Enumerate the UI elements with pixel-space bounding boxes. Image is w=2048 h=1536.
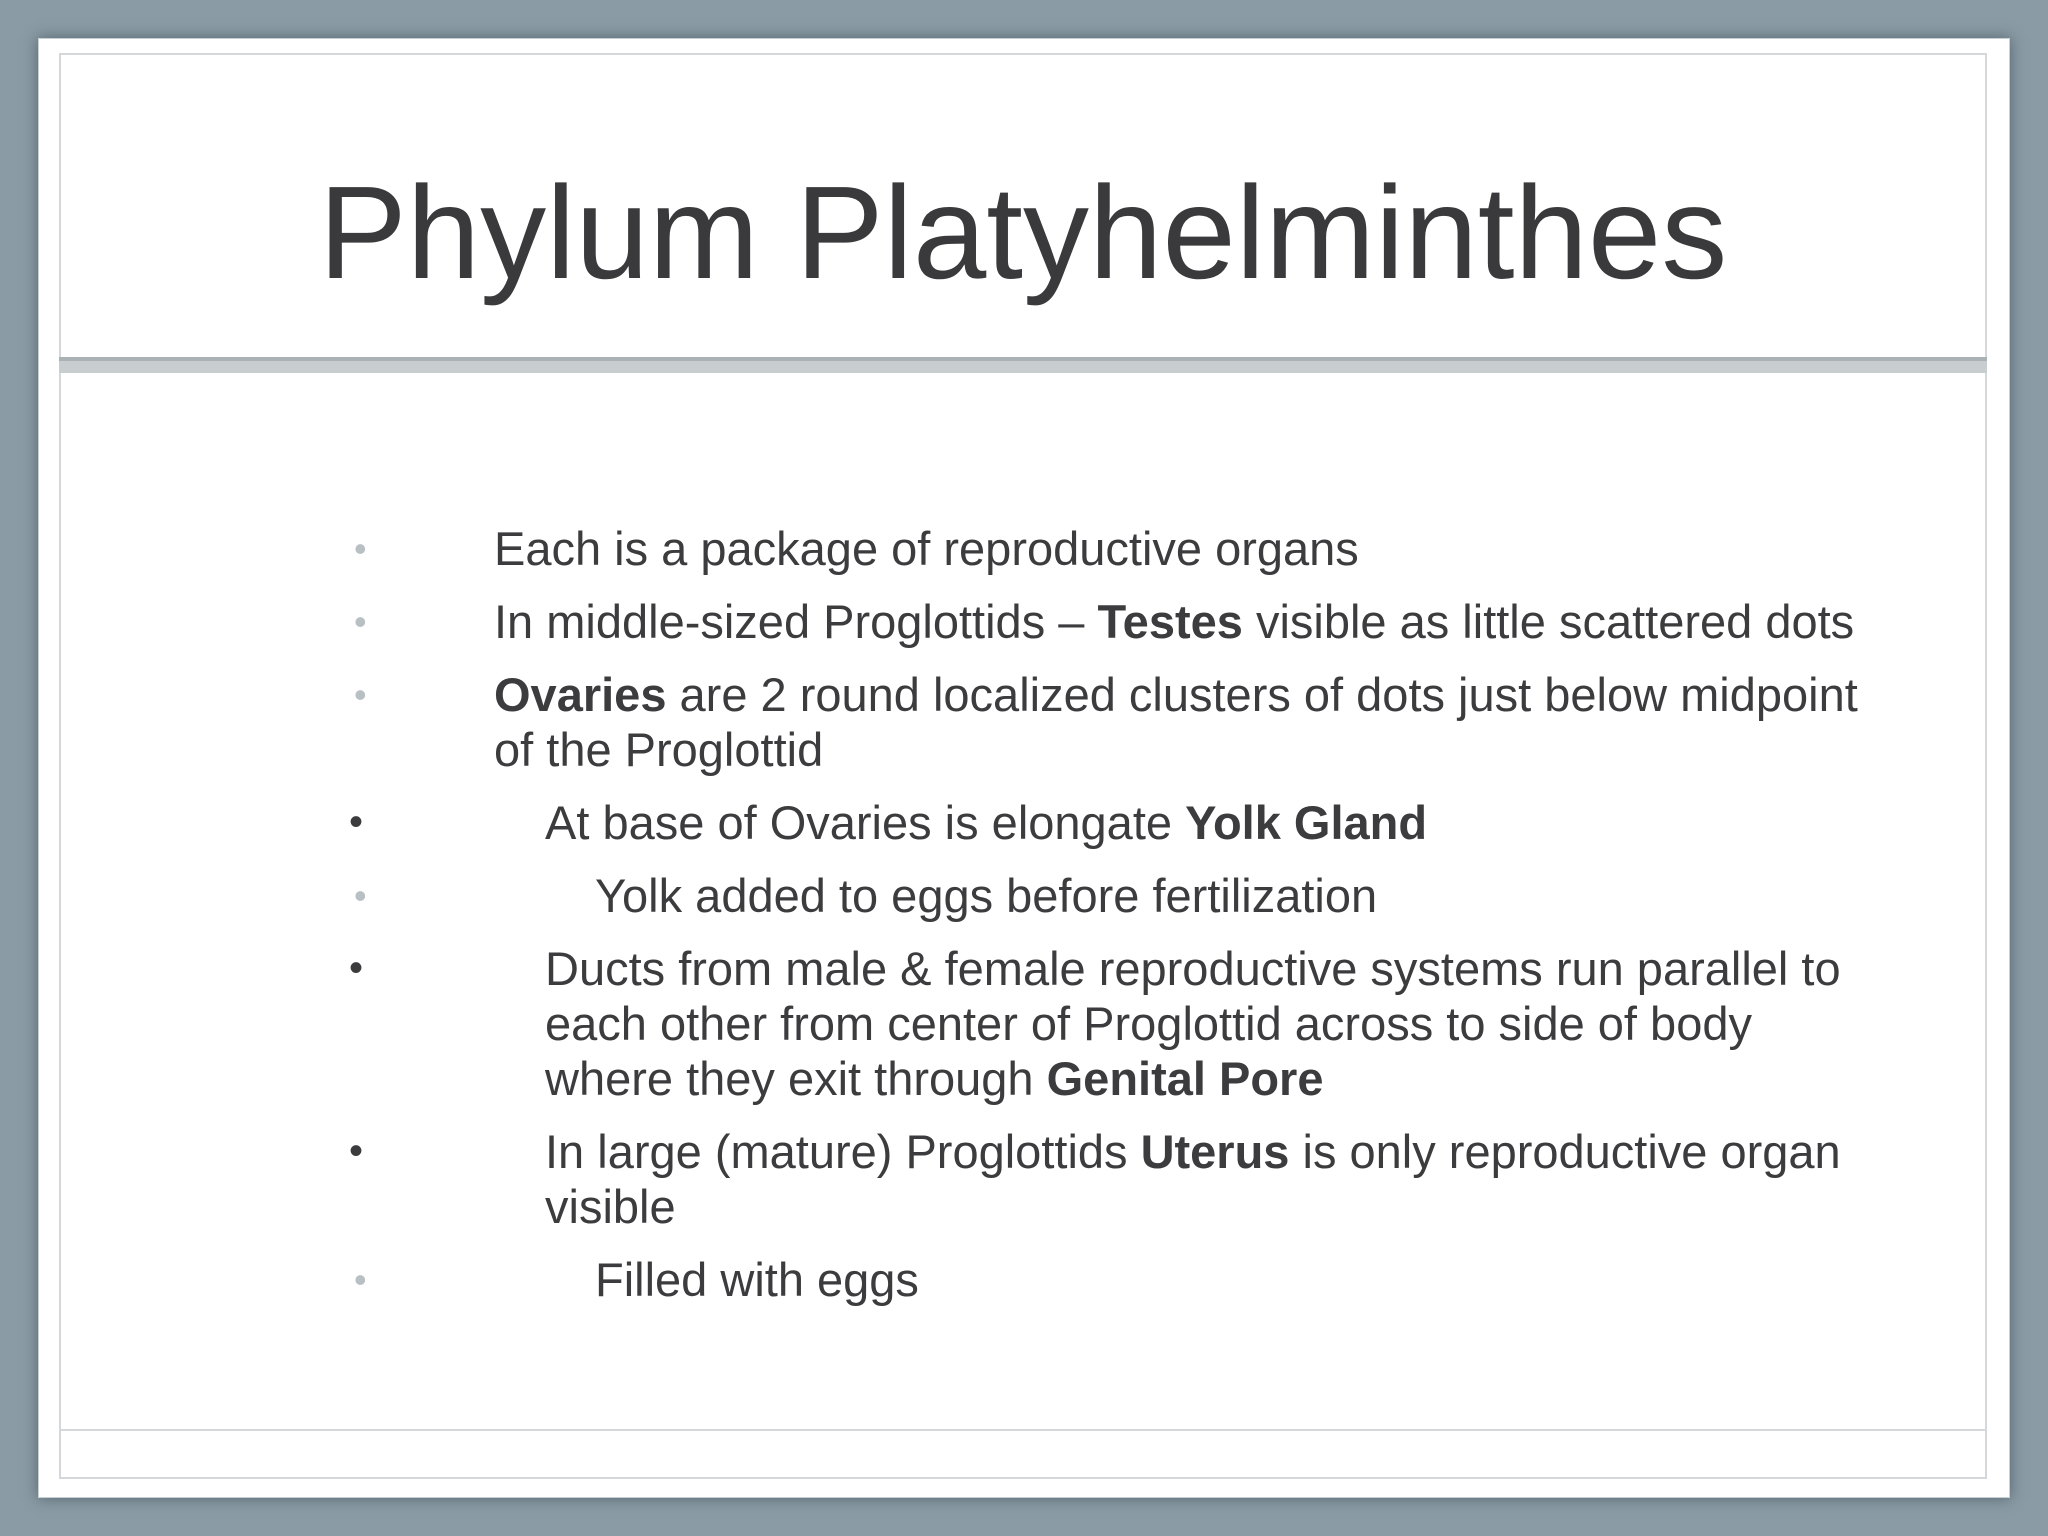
bullet-item	[354, 1252, 1879, 1307]
footer-divider	[59, 1429, 1987, 1431]
slide	[38, 38, 2010, 1498]
bullet-text: is only reproductive organ visible	[545, 1125, 1841, 1233]
bullet-text: Ducts from male & female reproductive systems run parallel to each other from center of Proglottid across to side of body where they exit through	[545, 942, 1841, 1105]
bullet-item	[349, 1124, 1879, 1234]
bullet-item	[354, 521, 1879, 576]
bullet-content	[349, 521, 1879, 1325]
bullet-dot-icon: •	[349, 946, 364, 990]
bullet-text: Filled with eggs	[595, 1253, 919, 1306]
bullet-dot-icon: •	[349, 800, 364, 844]
bullet-bold-term: Testes	[1097, 595, 1243, 648]
bullet-text: In large (mature) Proglottids	[545, 1125, 1141, 1178]
slide-title: Phylum Platyhelminthes	[318, 159, 1728, 306]
bullet-text: Each is a package of reproductive organs	[494, 522, 1359, 575]
bullet-text: At base of Ovaries is elongate	[545, 796, 1186, 849]
bullet-dot-icon: •	[354, 528, 367, 569]
bullet-text: Yolk added to eggs before fertilization	[595, 869, 1378, 922]
bullet-bold-term: Ovaries	[494, 668, 667, 721]
bullet-text: are 2 round localized clusters of dots just below midpoint of the Proglottid	[494, 668, 1858, 776]
bullet-item	[354, 868, 1879, 923]
bullet-text: In middle-sized Proglottids –	[494, 595, 1098, 648]
bullet-item	[354, 594, 1879, 649]
bullet-item	[354, 667, 1879, 777]
bullet-dot-icon: •	[354, 875, 367, 916]
title-divider-edge	[59, 357, 1987, 361]
bullet-dot-icon: •	[354, 601, 367, 642]
bullet-bold-term: Uterus	[1140, 1125, 1290, 1178]
bullet-dot-icon: •	[349, 1129, 364, 1173]
bullet-item	[349, 795, 1879, 850]
bullet-bold-term: Genital Pore	[1046, 1052, 1324, 1105]
bullet-dot-icon: •	[354, 674, 367, 715]
bullet-bold-term: Yolk Gland	[1185, 796, 1428, 849]
bullet-item	[349, 941, 1879, 1106]
bullet-dot-icon: •	[354, 1259, 367, 1300]
bullet-list	[349, 521, 1879, 1307]
bullet-text: visible as little scattered dots	[1242, 595, 1855, 648]
